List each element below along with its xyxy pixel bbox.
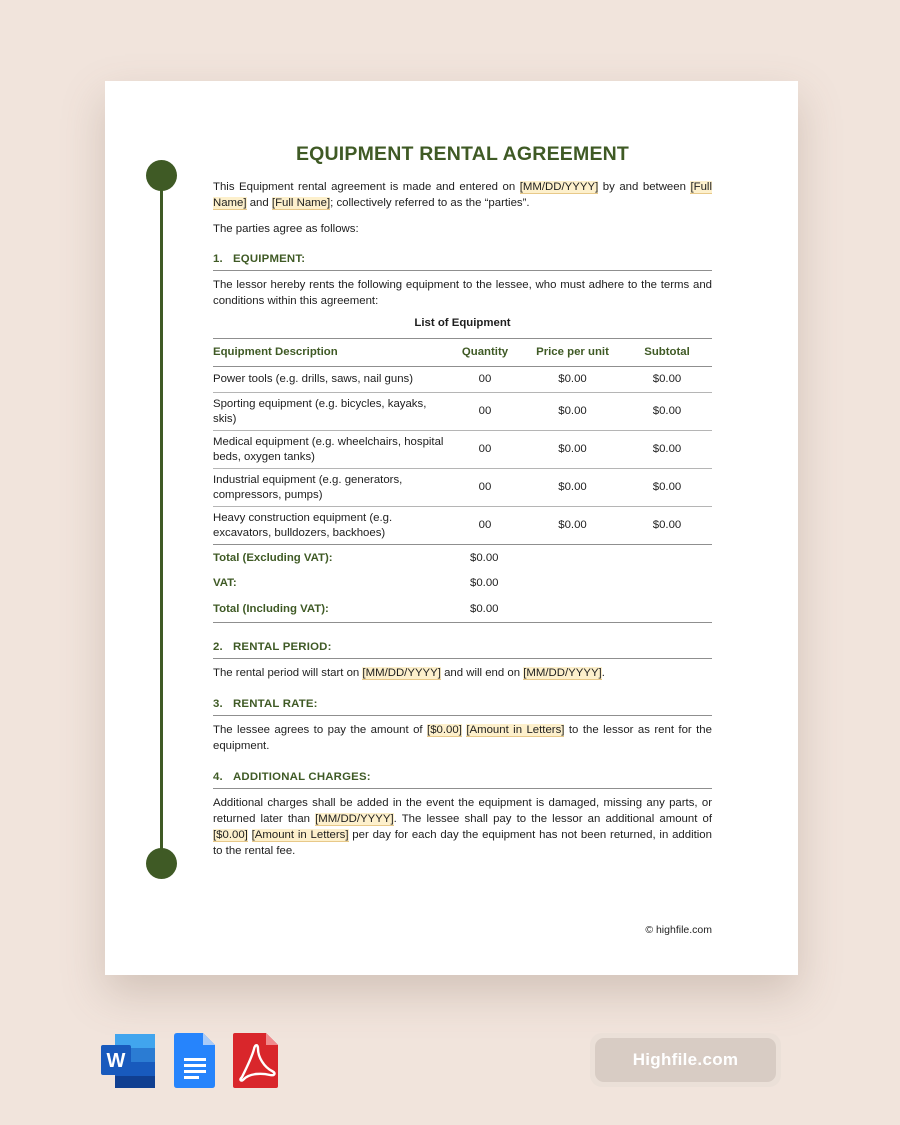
- paragraph-text: .: [601, 667, 605, 679]
- amount-placeholder[interactable]: [$0.00]: [427, 724, 462, 736]
- document-body: [213, 143, 712, 859]
- svg-text:W: W: [106, 1050, 126, 1072]
- header-subtotal: Subtotal: [622, 339, 712, 367]
- total-value[interactable]: $0.00: [447, 596, 712, 623]
- cell-description: Medical equipment (e.g. wheelchairs, hospital beds, oxygen tanks): [213, 431, 447, 469]
- cell-quantity[interactable]: 00: [447, 469, 523, 507]
- badge-label: Highfile.com: [595, 1038, 776, 1082]
- cell-price[interactable]: $0.00: [523, 469, 622, 507]
- timeline-line: [160, 175, 163, 863]
- cell-quantity[interactable]: 00: [447, 393, 523, 431]
- cell-quantity[interactable]: 00: [447, 431, 523, 469]
- rental-rate-paragraph: [213, 722, 712, 754]
- section-heading-additional-charges: [213, 769, 712, 789]
- word-icon[interactable]: [100, 1031, 156, 1090]
- intro-text: ; collectively referred to as the “parties”.: [330, 197, 530, 209]
- section-title: ADDITIONAL CHARGES:: [233, 771, 371, 783]
- rental-period-paragraph: [213, 665, 712, 681]
- cell-quantity[interactable]: 00: [447, 507, 523, 545]
- section-title: RENTAL RATE:: [233, 698, 318, 710]
- timeline-dot-bottom: [146, 848, 177, 879]
- google-docs-icon[interactable]: [173, 1031, 217, 1090]
- cell-description: Heavy construction equipment (e.g. excavators, bulldozers, backhoes): [213, 507, 447, 545]
- full-name-placeholder[interactable]: [Full Name]: [213, 181, 712, 209]
- copyright: © highfile.com: [645, 924, 712, 936]
- cell-subtotal[interactable]: $0.00: [622, 393, 712, 431]
- cell-quantity[interactable]: 00: [447, 367, 523, 393]
- total-value[interactable]: $0.00: [470, 551, 499, 564]
- agree-paragraph: The parties agree as follows:: [213, 223, 359, 235]
- highfile-badge[interactable]: [590, 1033, 781, 1087]
- total-label: Total (Including VAT):: [213, 596, 447, 623]
- intro-paragraph: [213, 179, 712, 211]
- section-heading-rental-rate: [213, 696, 712, 716]
- section-number: 3.: [213, 698, 223, 710]
- table-header-row: [213, 339, 712, 367]
- pdf-icon[interactable]: [232, 1031, 280, 1090]
- paragraph-text: Additional charges shall be added in the event the equipment is damaged, missing any parts, or returned later than: [213, 797, 712, 825]
- cell-price[interactable]: $0.00: [523, 393, 622, 431]
- date-placeholder[interactable]: [MM/DD/YYYY]: [519, 181, 599, 193]
- section-number: 4.: [213, 771, 223, 783]
- section-heading-equipment: [213, 251, 712, 271]
- equipment-list-title: List of Equipment: [414, 317, 511, 329]
- total-row: [213, 596, 712, 623]
- cell-price[interactable]: $0.00: [523, 431, 622, 469]
- cell-price[interactable]: $0.00: [523, 367, 622, 393]
- additional-charges-paragraph: [213, 795, 712, 859]
- paragraph-text: per day for each day the equipment has not been returned, in addition to the rental fee.: [213, 829, 712, 857]
- table-row: [213, 469, 712, 507]
- header-description: Equipment Description: [213, 339, 447, 367]
- cell-subtotal[interactable]: $0.00: [622, 507, 712, 545]
- paragraph-text: to the lessor as rent for the equipment.: [213, 724, 712, 752]
- total-row: [213, 545, 712, 571]
- paragraph-text: . The lessee shall pay to the lessor an additional amount of: [393, 813, 712, 825]
- document-title: EQUIPMENT RENTAL AGREEMENT: [295, 143, 630, 165]
- table-row: [213, 367, 712, 393]
- header-price: Price per unit: [523, 339, 622, 367]
- section-number: 2.: [213, 641, 223, 653]
- equipment-paragraph: The lessor hereby rents the following equipment to the lessee, who must adhere to the terms and conditions within this agreement:: [213, 279, 712, 307]
- cell-subtotal[interactable]: $0.00: [622, 367, 712, 393]
- amount-placeholder[interactable]: [$0.00]: [213, 829, 248, 841]
- paragraph-text: The rental period will start on: [213, 667, 363, 679]
- intro-text: and: [246, 197, 272, 209]
- intro-text: by and between: [598, 181, 691, 193]
- end-date-placeholder[interactable]: [MM/DD/YYYY]: [523, 667, 602, 679]
- table-row: [213, 507, 712, 545]
- amount-letters-placeholder[interactable]: [Amount in Letters]: [251, 829, 349, 841]
- cell-subtotal[interactable]: $0.00: [622, 469, 712, 507]
- section-title: EQUIPMENT:: [233, 253, 306, 265]
- total-row: [213, 570, 712, 596]
- cell-price[interactable]: $0.00: [523, 507, 622, 545]
- cell-description: Industrial equipment (e.g. generators, compressors, pumps): [213, 469, 447, 507]
- header-quantity: Quantity: [447, 339, 523, 367]
- paragraph-text: The lessee agrees to pay the amount of: [213, 724, 428, 736]
- intro-text: This Equipment rental agreement is made and entered on: [213, 181, 520, 193]
- cell-description: Power tools (e.g. drills, saws, nail guns): [213, 367, 447, 393]
- table-row: [213, 431, 712, 469]
- cell-subtotal[interactable]: $0.00: [622, 431, 712, 469]
- total-value[interactable]: $0.00: [470, 576, 499, 589]
- timeline-dot-top: [146, 160, 177, 191]
- table-row: [213, 393, 712, 431]
- cell-description: Sporting equipment (e.g. bicycles, kayaks, skis): [213, 393, 447, 431]
- total-label: Total (Excluding VAT):: [213, 551, 333, 564]
- equipment-table: [213, 338, 712, 623]
- section-heading-rental-period: [213, 639, 712, 659]
- start-date-placeholder[interactable]: [MM/DD/YYYY]: [362, 667, 441, 679]
- date-placeholder[interactable]: [MM/DD/YYYY]: [315, 813, 394, 825]
- full-name-placeholder[interactable]: [Full Name]: [271, 197, 331, 209]
- total-label: VAT:: [213, 576, 237, 589]
- amount-letters-placeholder[interactable]: [Amount in Letters]: [466, 724, 565, 736]
- section-title: RENTAL PERIOD:: [233, 641, 332, 653]
- paragraph-text: and will end on: [440, 667, 524, 679]
- section-number: 1.: [213, 253, 223, 265]
